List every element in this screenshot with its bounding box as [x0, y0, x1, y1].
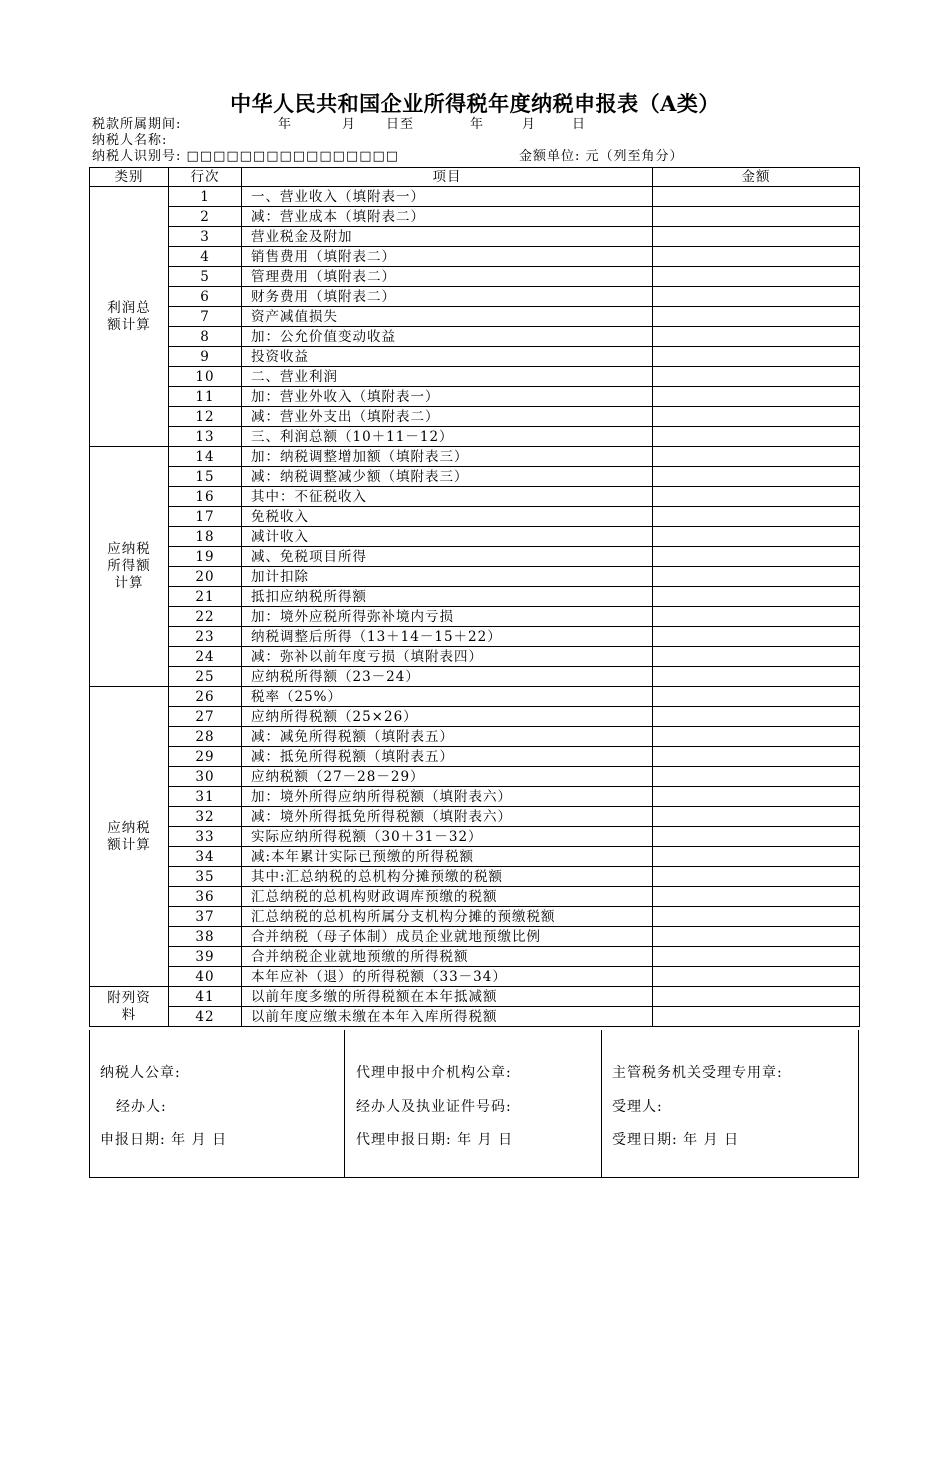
amount-cell[interactable]	[653, 947, 860, 967]
table-row	[90, 427, 860, 447]
line-number: 28	[169, 727, 242, 747]
line-number: 34	[169, 847, 242, 867]
amount-cell[interactable]	[653, 627, 860, 647]
line-item: 税率（25%）	[242, 687, 653, 707]
line-number: 36	[169, 887, 242, 907]
amount-cell[interactable]	[653, 927, 860, 947]
table-row	[90, 527, 860, 547]
line-number: 5	[169, 267, 242, 287]
tax-period-label: 税款所属期间:	[92, 117, 182, 132]
line-item: 营业税金及附加	[242, 227, 653, 247]
line-item: 减：营业外支出（填附表二）	[242, 407, 653, 427]
table-row	[90, 567, 860, 587]
amount-cell[interactable]	[653, 407, 860, 427]
line-item: 应纳所得税额（25×26）	[242, 707, 653, 727]
table-row	[90, 727, 860, 747]
table-header-row	[90, 168, 860, 187]
line-number: 35	[169, 867, 242, 887]
column-header-amount: 金额	[653, 168, 860, 187]
amount-cell[interactable]	[653, 227, 860, 247]
line-number: 16	[169, 487, 242, 507]
authority-date-label: 受理日期: 年 月 日	[612, 1132, 740, 1148]
amount-cell[interactable]	[653, 267, 860, 287]
line-item: 三、利润总额（10＋11－12）	[242, 427, 653, 447]
line-item: 加：公允价值变动收益	[242, 327, 653, 347]
line-item: 纳税调整后所得（13＋14－15＋22）	[242, 627, 653, 647]
line-number: 3	[169, 227, 242, 247]
tax-period-day-start: 日至	[386, 117, 415, 132]
table-row	[90, 507, 860, 527]
amount-cell[interactable]	[653, 507, 860, 527]
line-number: 33	[169, 827, 242, 847]
table-row	[90, 587, 860, 607]
table-row	[90, 647, 860, 667]
table-row	[90, 447, 860, 467]
amount-cell[interactable]	[653, 707, 860, 727]
line-number: 23	[169, 627, 242, 647]
line-item: 加：营业外收入（填附表一）	[242, 387, 653, 407]
line-number: 39	[169, 947, 242, 967]
line-item: 合并纳税（母子体制）成员企业就地预缴比例	[242, 927, 653, 947]
amount-cell[interactable]	[653, 787, 860, 807]
line-number: 21	[169, 587, 242, 607]
amount-cell[interactable]	[653, 467, 860, 487]
column-header-line-no: 行次	[169, 168, 242, 187]
amount-cell[interactable]	[653, 327, 860, 347]
line-item: 管理费用（填附表二）	[242, 267, 653, 287]
table-row	[90, 387, 860, 407]
table-row	[90, 467, 860, 487]
line-item: 减：境外所得抵免所得税额（填附表六）	[242, 807, 653, 827]
taxpayer-id-label: 纳税人识别号: □□□□□□□□□□□□□□□□	[92, 149, 400, 164]
taxpayer-signature-block	[90, 1030, 344, 1177]
amount-cell[interactable]	[653, 687, 860, 707]
table-row	[90, 367, 860, 387]
tax-period-year-end: 年	[470, 117, 485, 132]
amount-cell[interactable]	[653, 667, 860, 687]
taxpayer-date-label: 申报日期: 年 月 日	[100, 1132, 228, 1148]
line-item: 以前年度多缴的所得税额在本年抵减额	[242, 987, 653, 1007]
amount-cell[interactable]	[653, 647, 860, 667]
table-row	[90, 687, 860, 707]
line-item: 抵扣应纳税所得额	[242, 587, 653, 607]
amount-cell[interactable]	[653, 347, 860, 367]
line-item: 合并纳税企业就地预缴的所得税额	[242, 947, 653, 967]
amount-cell[interactable]	[653, 247, 860, 267]
line-number: 17	[169, 507, 242, 527]
line-item: 汇总纳税的总机构所属分支机构分摊的预缴税额	[242, 907, 653, 927]
table-row	[90, 487, 860, 507]
amount-cell[interactable]	[653, 527, 860, 547]
line-number: 26	[169, 687, 242, 707]
tax-period-month-start: 月	[342, 117, 357, 132]
table-row	[90, 627, 860, 647]
line-item: 资产减值损失	[242, 307, 653, 327]
line-item: 应纳税所得额（23－24）	[242, 667, 653, 687]
table-row	[90, 347, 860, 367]
line-number: 29	[169, 747, 242, 767]
line-number: 13	[169, 427, 242, 447]
amount-cell[interactable]	[653, 447, 860, 467]
line-number: 2	[169, 207, 242, 227]
table-row	[90, 287, 860, 307]
table-row	[90, 947, 860, 967]
line-item: 二、营业利润	[242, 367, 653, 387]
line-number: 19	[169, 547, 242, 567]
category-cell: 应纳税所得额计算	[90, 447, 169, 687]
line-number: 24	[169, 647, 242, 667]
amount-cell[interactable]	[653, 747, 860, 767]
tax-return-table-body	[90, 168, 860, 1027]
table-row	[90, 767, 860, 787]
line-item: 减：纳税调整减少额（填附表三）	[242, 467, 653, 487]
line-number: 30	[169, 767, 242, 787]
line-number: 38	[169, 927, 242, 947]
table-row	[90, 847, 860, 867]
amount-cell[interactable]	[653, 567, 860, 587]
agent-handler-label: 经办人及执业证件号码:	[356, 1099, 512, 1115]
authority-receiver-label: 受理人:	[612, 1099, 663, 1115]
tax-period-year-start: 年	[278, 117, 293, 132]
line-item: 应纳税额（27－28－29）	[242, 767, 653, 787]
line-item: 以前年度应缴未缴在本年入库所得税额	[242, 1007, 653, 1027]
table-row	[90, 927, 860, 947]
amount-cell[interactable]	[653, 427, 860, 447]
line-number: 25	[169, 667, 242, 687]
line-item: 其中：不征税收入	[242, 487, 653, 507]
line-item: 一、营业收入（填附表一）	[242, 187, 653, 207]
line-number: 37	[169, 907, 242, 927]
line-number: 6	[169, 287, 242, 307]
table-row	[90, 407, 860, 427]
table-row	[90, 607, 860, 627]
amount-cell[interactable]	[653, 1007, 860, 1027]
line-number: 1	[169, 187, 242, 207]
signature-section	[89, 1030, 859, 1178]
line-item: 减:本年累计实际已预缴的所得税额	[242, 847, 653, 867]
table-row	[90, 787, 860, 807]
line-item: 加：纳税调整增加额（填附表三）	[242, 447, 653, 467]
amount-cell[interactable]	[653, 287, 860, 307]
line-item: 免税收入	[242, 507, 653, 527]
amount-cell[interactable]	[653, 607, 860, 627]
tax-authority-block	[602, 1030, 858, 1177]
category-cell: 应纳税额计算	[90, 687, 169, 987]
column-header-item: 项目	[242, 168, 653, 187]
amount-cell[interactable]	[653, 887, 860, 907]
line-item: 减、免税项目所得	[242, 547, 653, 567]
amount-cell[interactable]	[653, 587, 860, 607]
authority-seal-label: 主管税务机关受理专用章:	[612, 1065, 783, 1081]
line-item: 本年应补（退）的所得税额（33－34）	[242, 967, 653, 987]
table-row	[90, 867, 860, 887]
line-number: 8	[169, 327, 242, 347]
table-row	[90, 547, 860, 567]
table-row	[90, 667, 860, 687]
amount-cell[interactable]	[653, 727, 860, 747]
amount-cell[interactable]	[653, 907, 860, 927]
line-number: 31	[169, 787, 242, 807]
line-number: 42	[169, 1007, 242, 1027]
line-item: 减：弥补以前年度亏损（填附表四）	[242, 647, 653, 667]
line-number: 10	[169, 367, 242, 387]
line-number: 32	[169, 807, 242, 827]
amount-cell[interactable]	[653, 987, 860, 1007]
amount-cell[interactable]	[653, 827, 860, 847]
line-number: 20	[169, 567, 242, 587]
amount-cell[interactable]	[653, 207, 860, 227]
taxpayer-name-label: 纳税人名称:	[92, 133, 168, 148]
amount-cell[interactable]	[653, 767, 860, 787]
line-number: 9	[169, 347, 242, 367]
amount-cell[interactable]	[653, 387, 860, 407]
line-item: 实际应纳所得税额（30＋31－32）	[242, 827, 653, 847]
table-row	[90, 827, 860, 847]
category-cell: 附列资料	[90, 987, 169, 1027]
taxpayer-handler-label: 经办人:	[116, 1099, 167, 1115]
line-number: 27	[169, 707, 242, 727]
agent-signature-block	[344, 1030, 602, 1177]
agent-date-label: 代理申报日期: 年 月 日	[356, 1132, 514, 1148]
form-title: 中华人民共和国企业所得税年度纳税申报表（A类）	[230, 91, 720, 116]
line-item: 加计扣除	[242, 567, 653, 587]
line-number: 22	[169, 607, 242, 627]
line-item: 销售费用（填附表二）	[242, 247, 653, 267]
amount-cell[interactable]	[653, 807, 860, 827]
line-item: 减：减免所得税额（填附表五）	[242, 727, 653, 747]
amount-unit-label: 金额单位: 元（列至角分）	[519, 149, 684, 164]
table-row	[90, 987, 860, 1007]
taxpayer-seal-label: 纳税人公章:	[100, 1065, 181, 1081]
table-row	[90, 187, 860, 207]
table-row	[90, 807, 860, 827]
line-number: 14	[169, 447, 242, 467]
table-row	[90, 707, 860, 727]
line-number: 11	[169, 387, 242, 407]
line-number: 7	[169, 307, 242, 327]
category-cell: 利润总额计算	[90, 187, 169, 447]
amount-cell[interactable]	[653, 367, 860, 387]
line-item: 减：营业成本（填附表二）	[242, 207, 653, 227]
line-item: 汇总纳税的总机构财政调库预缴的税额	[242, 887, 653, 907]
line-item: 财务费用（填附表二）	[242, 287, 653, 307]
amount-cell[interactable]	[653, 187, 860, 207]
table-row	[90, 967, 860, 987]
table-row	[90, 1007, 860, 1027]
line-number: 12	[169, 407, 242, 427]
table-row	[90, 307, 860, 327]
line-item: 减计收入	[242, 527, 653, 547]
column-header-category: 类别	[90, 168, 169, 187]
line-number: 15	[169, 467, 242, 487]
table-row	[90, 907, 860, 927]
table-row	[90, 247, 860, 267]
line-item: 加：境外应税所得弥补境内亏损	[242, 607, 653, 627]
tax-return-table	[89, 167, 860, 1027]
agent-seal-label: 代理申报中介机构公章:	[356, 1065, 512, 1081]
amount-cell[interactable]	[653, 967, 860, 987]
amount-cell[interactable]	[653, 307, 860, 327]
line-item: 投资收益	[242, 347, 653, 367]
table-row	[90, 227, 860, 247]
table-row	[90, 207, 860, 227]
table-row	[90, 327, 860, 347]
line-item: 其中:汇总纳税的总机构分摊预缴的税额	[242, 867, 653, 887]
amount-cell[interactable]	[653, 487, 860, 507]
table-row	[90, 267, 860, 287]
amount-cell[interactable]	[653, 847, 860, 867]
line-number: 4	[169, 247, 242, 267]
table-row	[90, 747, 860, 767]
tax-period-month-end: 月	[522, 117, 537, 132]
line-item: 加：境外所得应纳所得税额（填附表六）	[242, 787, 653, 807]
line-item: 减：抵免所得税额（填附表五）	[242, 747, 653, 767]
tax-period-day-end: 日	[572, 117, 587, 132]
amount-cell[interactable]	[653, 867, 860, 887]
table-row	[90, 887, 860, 907]
line-number: 41	[169, 987, 242, 1007]
line-number: 18	[169, 527, 242, 547]
line-number: 40	[169, 967, 242, 987]
amount-cell[interactable]	[653, 547, 860, 567]
